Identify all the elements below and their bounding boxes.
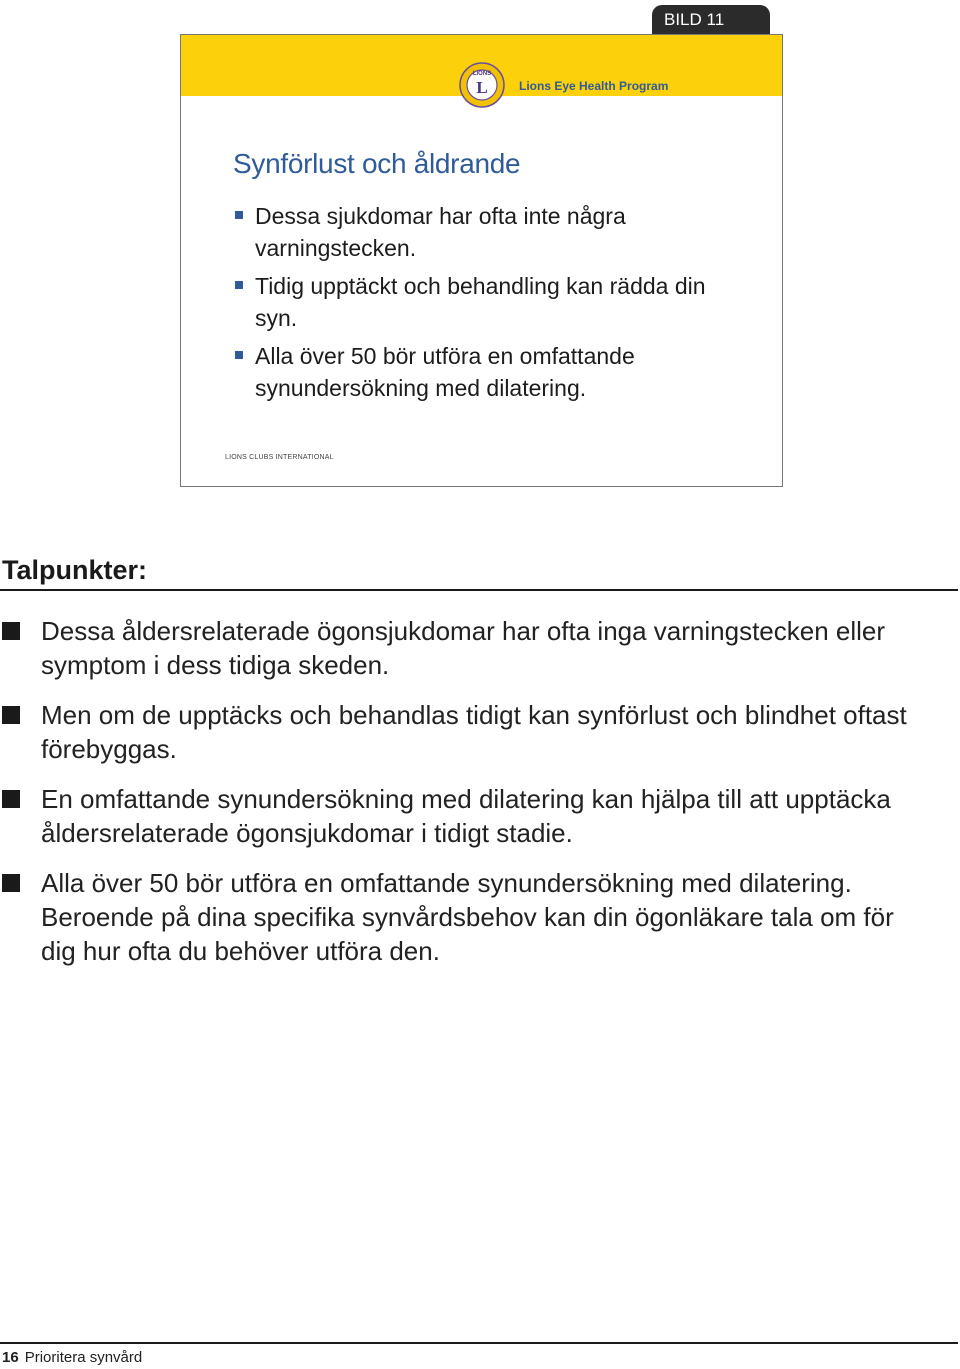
slide-bullet: Alla över 50 bör utföra en omfattande synundersökning med dilatering. (233, 340, 753, 404)
bullet-square-icon (2, 622, 20, 640)
page-number: 16 (2, 1349, 19, 1366)
bullet-square-icon (2, 790, 20, 808)
talking-point: Dessa åldersrelaterade ögonsjukdomar har ofta inga varningstecken eller symptom i dess tidiga skeden. (0, 614, 935, 682)
slide-thumbnail (180, 34, 783, 487)
bullet-square-icon (235, 351, 243, 359)
bullet-square-icon (2, 706, 20, 724)
talking-points-list (0, 614, 935, 984)
footer-title: Prioritera synvård (24, 1349, 143, 1366)
page-footer (2, 1349, 142, 1366)
slide-bullet: Tidig upptäckt och behandling kan rädda din syn. (233, 270, 753, 334)
slide-brand: Lions Eye Health Program (519, 79, 669, 93)
svg-text:L: L (476, 78, 488, 97)
slide-bullet-list (233, 200, 753, 410)
footer-divider (0, 1342, 958, 1344)
talking-points-heading: Talpunkter: (2, 555, 148, 585)
talking-point: Alla över 50 bör utföra en omfattande synundersökning med dilatering. Beroende på dina specifika synvårdsbehov kan din ögonläkare tala om för dig hur ofta du behöver utföra den. (0, 866, 935, 968)
slide-title: Synförlust och åldrande (233, 148, 521, 179)
slide-bullet: Dessa sjukdomar har ofta inte några varningstecken. (233, 200, 753, 264)
talking-point: Men om de upptäcks och behandlas tidigt kan synförlust och blindhet oftast förebyggas. (0, 698, 935, 766)
bullet-square-icon (235, 211, 243, 219)
heading-divider (0, 589, 958, 591)
logo-text: LIONS (472, 71, 492, 77)
talking-point: En omfattande synundersökning med dilatering kan hjälpa till att upptäcka åldersrelaterade ögonsjukdomar i tidigt stadie. (0, 782, 935, 850)
slide-footer: LIONS CLUBS INTERNATIONAL (225, 454, 334, 461)
slide-number-tab: BILD 11 (652, 5, 770, 35)
lions-logo-icon (459, 62, 505, 108)
bullet-square-icon (2, 874, 20, 892)
bullet-square-icon (235, 281, 243, 289)
